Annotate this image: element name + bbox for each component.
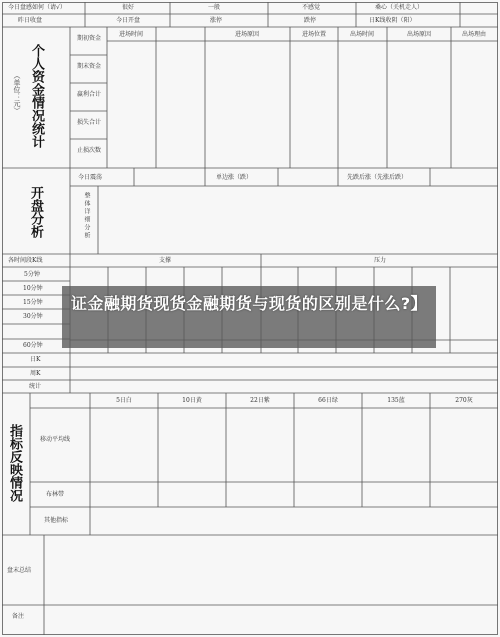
ma-col-66: 66日绿 [318,397,338,404]
opening-section-title: 开盘分析 [28,186,43,238]
ma-col-5: 5日白 [116,397,132,404]
col-entry-reason: 进场原因 [234,31,260,38]
footer-summary: 盘末总结 [7,567,32,574]
col-entry-position: 进场位置 [301,31,327,38]
col-exit-rationale: 出场理由 [461,31,487,38]
ma-col-135: 135蓝 [387,397,405,404]
title-overlay-banner [62,286,436,348]
kline-row-week: 周K [30,370,41,377]
personal-item-loss: 损失合计 [76,119,101,126]
indicator-row-bollinger: 布林带 [46,491,65,498]
banner-title: 证金融期货现货金融期货与现货的区别是什么?】 [70,294,428,313]
header-mood-bad: 桑心（关机走人） [375,4,424,11]
personal-item-end: 期末资金 [76,63,101,70]
personal-section-title: 个人资金情况统计 [29,44,44,148]
kline-row-day: 日K [30,356,41,363]
col-entry-time: 进场时间 [118,31,144,38]
kline-row-30min: 30分钟 [23,313,43,320]
col-exit-reason: 出场原因 [406,31,432,38]
kline-row-5min: 5分钟 [24,271,40,278]
personal-item-profit: 赢利合计 [76,91,101,98]
personal-unit: （单位：元） [13,72,21,114]
header-limit-down: 跌停 [304,17,317,24]
opening-detail-label: 整体详细分析 [83,192,90,240]
header-mood-none: 不感觉 [302,4,321,11]
header-mood-label: 今日盘感如何（请√） [8,4,66,11]
kline-row-stats: 统计 [29,383,42,390]
header-mood-good: 很好 [122,4,135,11]
header-mood-normal: 一般 [208,4,221,11]
footer-note: 备注 [12,613,25,620]
kline-header: 各时间段K线 [8,257,43,264]
kline-row-15min: 15分钟 [23,299,43,306]
indicator-row-other: 其他指标 [44,517,69,524]
kline-support: 支撑 [158,257,172,264]
header-limit-up: 涨停 [210,17,223,24]
header-daily-candle: 日K线收阴（阳） [369,17,416,24]
personal-item-start: 期初资金 [76,35,101,42]
kline-row-60min: 60分钟 [23,342,43,349]
opening-oscillate: 今日震荡 [78,174,103,181]
kline-row-10min: 10分钟 [23,285,43,292]
ma-col-270: 270灰 [455,397,473,404]
header-today-open: 今日开盘 [116,17,141,24]
ma-col-22: 22日紫 [250,397,270,404]
indicator-row-ma: 移动平均线 [40,436,71,443]
personal-item-stop-count: 止损次数 [76,147,101,154]
opening-one-sided: 单边涨（跌） [216,174,253,181]
indicator-section-title: 指标反映情况 [7,424,22,502]
kline-pressure: 压力 [373,257,387,264]
ma-col-10: 10日黄 [182,397,202,404]
opening-reversal: 先跌后涨（先涨后跌） [347,174,408,181]
header-prev-close: 昨日收盘 [18,17,43,24]
col-exit-time: 出场时间 [349,31,375,38]
